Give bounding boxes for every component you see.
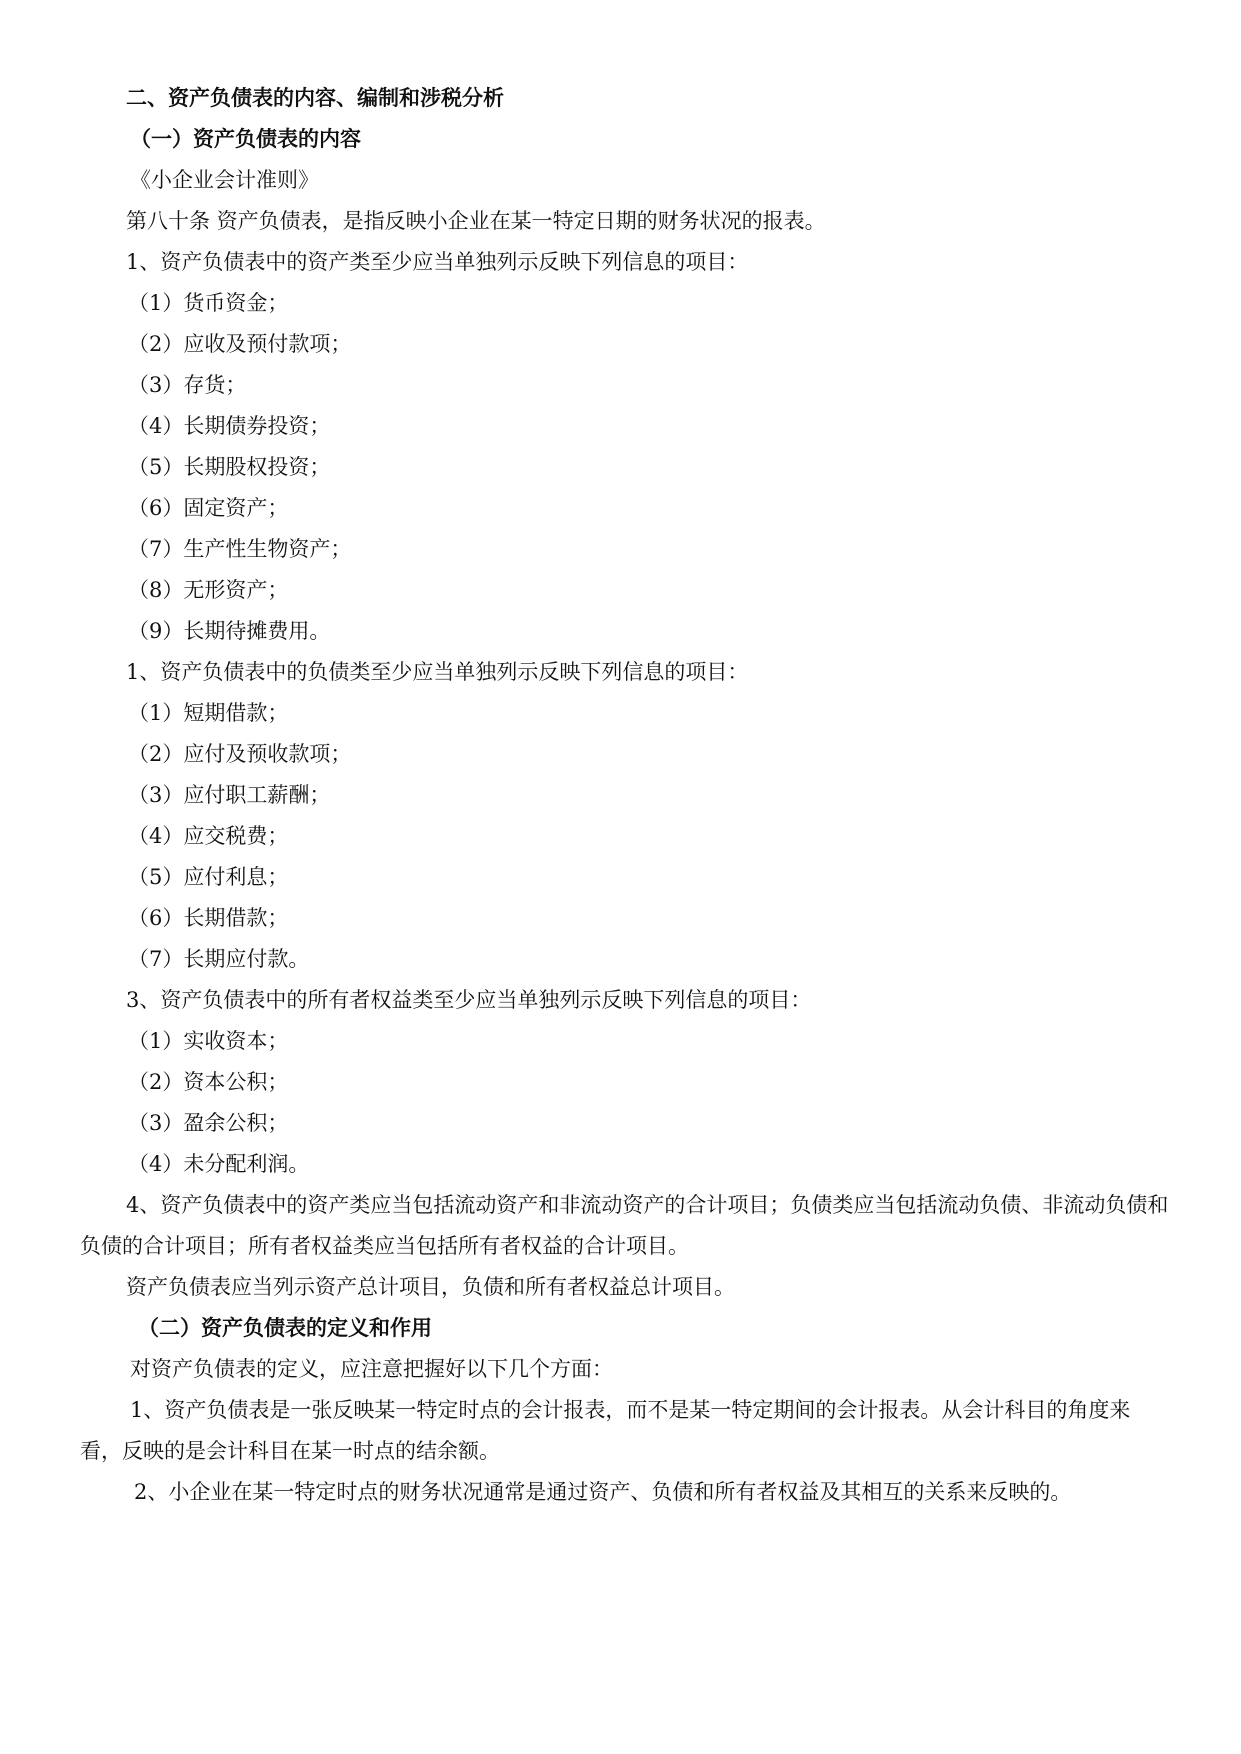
assets-item: （8）无形资产；	[128, 578, 289, 602]
liabilities-item: （7）长期应付款。	[128, 947, 310, 971]
book-title: 《小企业会计准则》	[130, 168, 319, 192]
section-1-title: （一）资产负债表的内容	[130, 127, 361, 151]
assets-item: （5）长期股权投资；	[128, 455, 331, 479]
definition-2: 2、小企业在某一特定时点的财务状况通常是通过资产、负债和所有者权益及其相互的关系来反映的。	[134, 1480, 1072, 1504]
equity-item: （1）实收资本；	[128, 1029, 289, 1053]
liabilities-item: （2）应付及预收款项；	[128, 742, 352, 766]
equity-intro: 3、资产负债表中的所有者权益类至少应当单独列示反映下列信息的项目：	[126, 988, 812, 1012]
liabilities-item: （6）长期借款；	[128, 906, 289, 930]
equity-item: （3）盈余公积；	[128, 1111, 289, 1135]
assets-item: （3）存货；	[128, 373, 247, 397]
paragraph-4: 4、资产负债表中的资产类应当包括流动资产和非流动资产的合计项目；负债类应当包括流动负债、非流动负债和负债的合计项目；所有者权益类应当包括所有者权益的合计项目。	[80, 1193, 1169, 1258]
paragraph-total: 资产负债表应当列示资产总计项目，负债和所有者权益总计项目。	[126, 1275, 735, 1299]
liabilities-intro: 1、资产负债表中的负债类至少应当单独列示反映下列信息的项目：	[126, 660, 749, 684]
liabilities-item: （4）应交税费；	[128, 824, 289, 848]
assets-intro: 1、资产负债表中的资产类至少应当单独列示反映下列信息的项目：	[126, 250, 749, 274]
assets-item: （7）生产性生物资产；	[128, 537, 352, 561]
equity-item: （4）未分配利润。	[128, 1152, 310, 1176]
equity-item: （2）资本公积；	[128, 1070, 289, 1094]
section-2-title: （二）资产负债表的定义和作用	[138, 1316, 432, 1340]
assets-item: （2）应收及预付款项；	[128, 332, 352, 356]
assets-item: （1）货币资金；	[128, 291, 289, 315]
document-page	[80, 78, 1170, 1513]
definition-1: 1、资产负债表是一张反映某一特定时点的会计报表，而不是某一特定期间的会计报表。从会计科目的角度来看，反映的是会计科目在某一时点的结余额。	[80, 1398, 1131, 1463]
liabilities-item: （3）应付职工薪酬；	[128, 783, 331, 807]
article-80: 第八十条 资产负债表，是指反映小企业在某一特定日期的财务状况的报表。	[126, 209, 826, 233]
assets-item: （9）长期待摊费用。	[128, 619, 331, 643]
assets-item: （4）长期债券投资；	[128, 414, 331, 438]
definition-intro: 对资产负债表的定义，应注意把握好以下几个方面：	[130, 1357, 613, 1381]
liabilities-item: （5）应付利息；	[128, 865, 289, 889]
assets-item: （6）固定资产；	[128, 496, 289, 520]
main-heading: 二、资产负债表的内容、编制和涉税分析	[126, 86, 504, 110]
liabilities-item: （1）短期借款；	[128, 701, 289, 725]
